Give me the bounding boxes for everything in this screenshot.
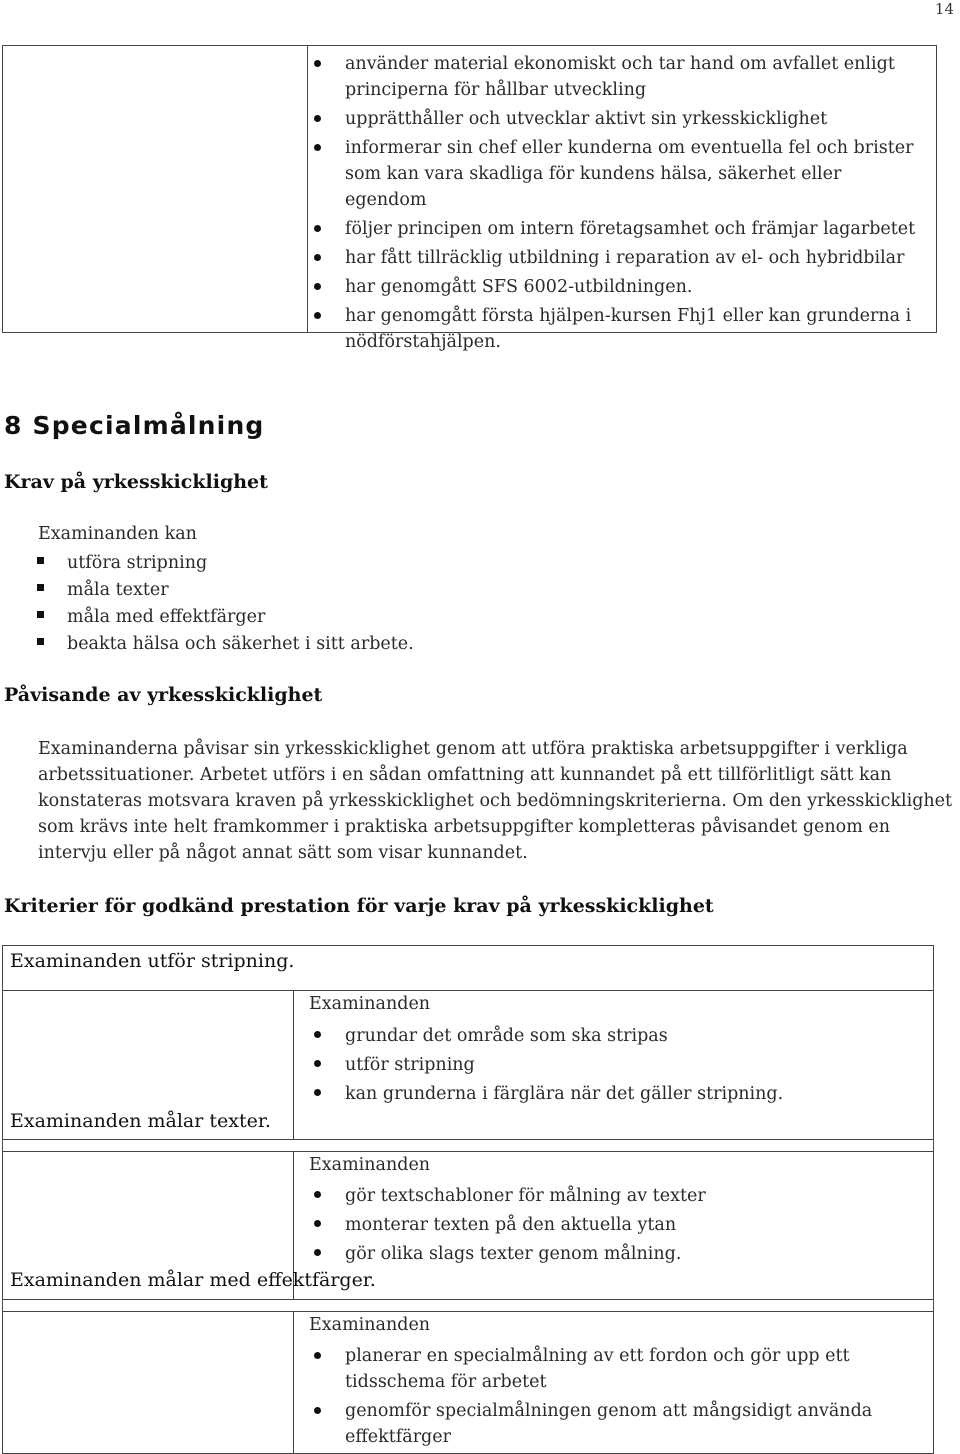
list-item: följer principen om intern företagsamhet och främjar lagarbetet <box>307 216 927 242</box>
criteria-row-list <box>307 1022 927 1109</box>
page-number: 14 <box>934 0 954 18</box>
krav-list <box>38 550 918 658</box>
table-rule <box>2 1151 934 1152</box>
list-item: grundar det område som ska stripas <box>307 1022 927 1051</box>
kriterier-heading: Kriterier för godkänd prestation för varje krav på yrkesskicklighet <box>4 895 714 917</box>
section-heading: 8 Specialmålning <box>4 411 265 440</box>
list-item: gör olika slags texter genom målning. <box>307 1240 927 1269</box>
list-item: gör textschabloner för målning av texter <box>307 1182 927 1211</box>
list-item: använder material ekonomiskt och tar hand om avfallet enligt principerna för hållbar utveckling <box>307 51 927 103</box>
table-rule <box>2 1299 934 1300</box>
table-rule <box>2 1311 934 1312</box>
list-item: beakta hälsa och säkerhet i sitt arbete. <box>0 631 918 658</box>
criteria-row-intro: Examinanden <box>309 1155 431 1175</box>
list-item: planerar en specialmålning av ett fordon och gör upp ett tidsschema för arbetet <box>307 1343 887 1395</box>
criteria-row-title: Examinanden utför stripning. <box>10 950 295 972</box>
list-item: upprätthåller och utvecklar aktivt sin yrkesskicklighet <box>307 106 927 132</box>
table-divider <box>293 990 294 1139</box>
list-item: måla texter <box>0 577 918 604</box>
criteria-row-title: Examinanden målar texter. <box>10 1110 271 1132</box>
krav-intro: Examinanden kan <box>38 524 197 544</box>
criteria-row-intro: Examinanden <box>309 1315 431 1335</box>
list-item: har genomgått SFS 6002-utbildningen. <box>307 274 927 300</box>
list-item: har genomgått första hjälpen-kursen Fhj1 eller kan grunderna i nödförstahjälpen. <box>307 303 927 355</box>
list-item: informerar sin chef eller kunderna om eventuella fel och brister som kan vara skadliga för kundens hälsa, säkerhet eller egendom <box>307 135 927 213</box>
criteria-row-list <box>307 1343 887 1450</box>
criteria-row-intro: Examinanden <box>309 994 431 1014</box>
krav-heading: Krav på yrkesskicklighet <box>4 471 268 493</box>
list-item: utföra stripning <box>0 550 918 577</box>
list-item: kan grunderna i färglära när det gäller stripning. <box>307 1080 927 1109</box>
list-item: monterar texten på den aktuella ytan <box>307 1211 927 1240</box>
criteria-row-title: Examinanden målar med effektfärger. <box>10 1269 376 1291</box>
table-divider <box>293 1311 294 1454</box>
list-item: genomför specialmålningen genom att mångsidigt använda effektfärger <box>307 1398 887 1450</box>
table-rule <box>2 1139 934 1140</box>
table-rule <box>2 990 934 991</box>
top-criteria-list <box>307 51 927 355</box>
list-item: har fått tillräcklig utbildning i reparation av el- och hybridbilar <box>307 245 927 271</box>
list-item: utför stripning <box>307 1051 927 1080</box>
pavisande-paragraph: Examinanderna påvisar sin yrkesskicklighet genom att utföra praktiska arbetsuppgifter i verkliga arbetssituationer. Arbetet utförs i en sådan omfattning att kunnandet på ett tillförlitligt sätt kan konstateras motsvara kraven på yrkesskicklighet och bedömningskriterierna. Om den yrkesskicklighet som krävs inte helt framkommer i praktiska arbetsuppgifter kompletteras påvisandet genom en intervju eller på något annat sätt som visar kunnandet. <box>38 739 953 863</box>
pavisande-heading: Påvisande av yrkesskicklighet <box>4 684 323 706</box>
list-item: måla med effektfärger <box>0 604 918 631</box>
criteria-row-list <box>307 1182 927 1269</box>
